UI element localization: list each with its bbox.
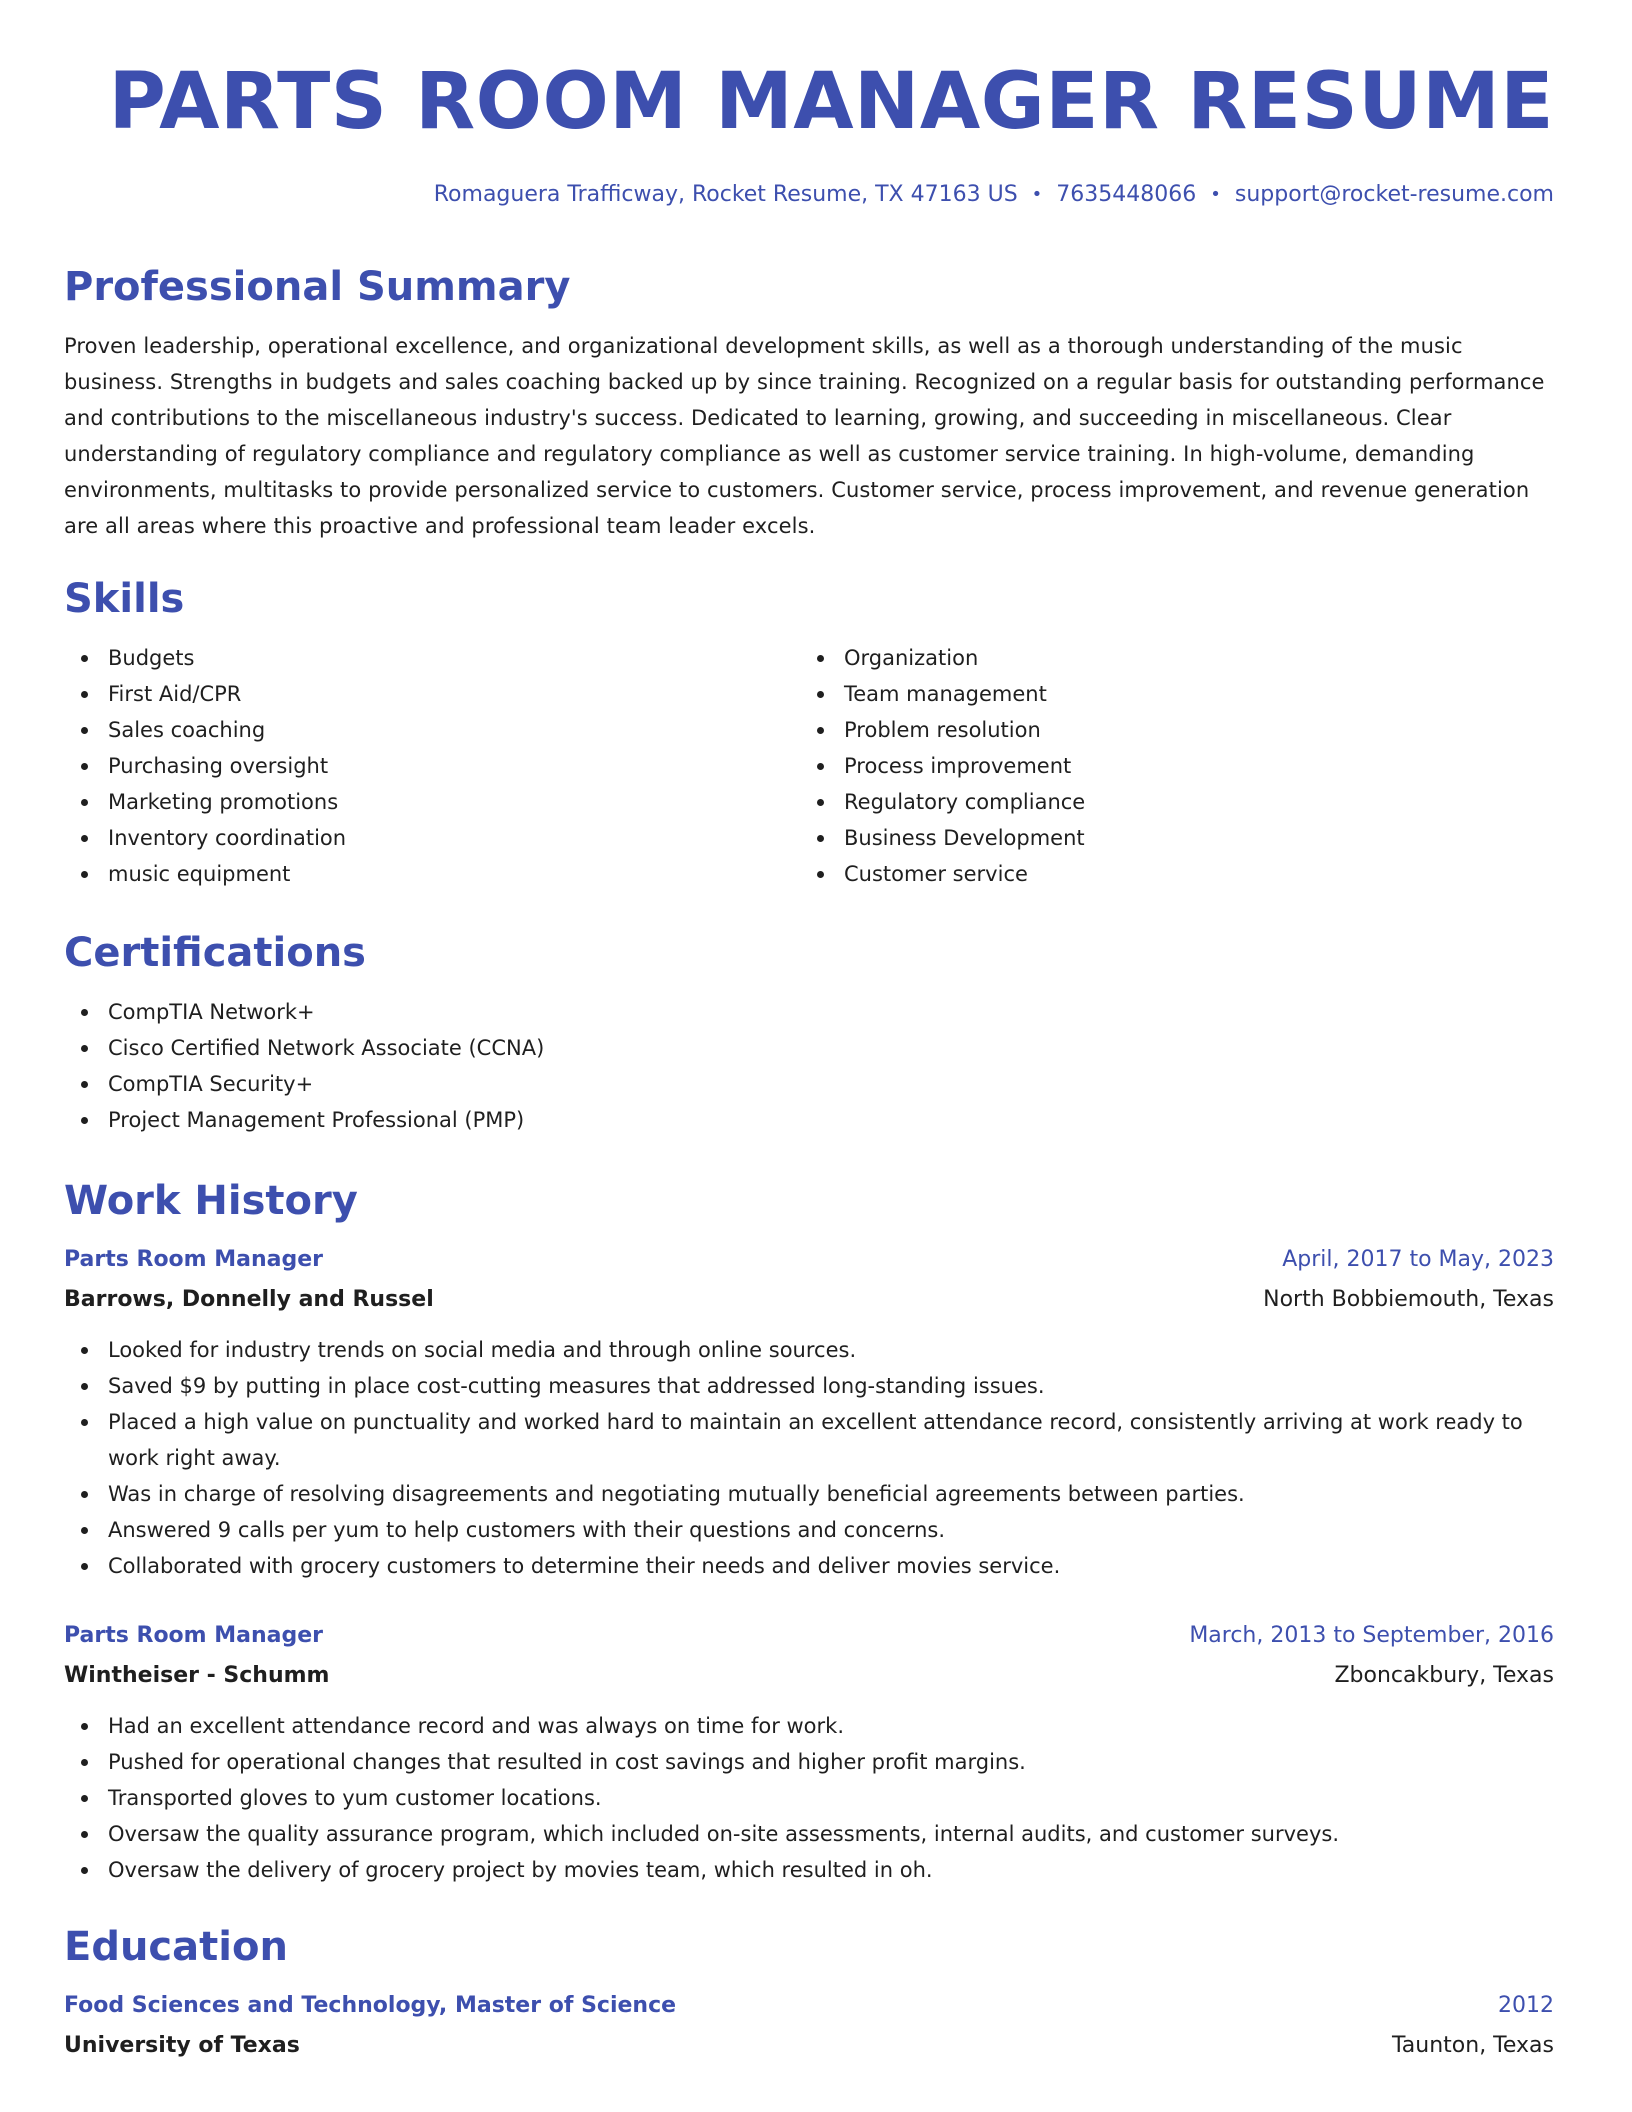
education-entry [64,1988,1554,2064]
job-duty-item: Transported gloves to yum customer locations. [64,1780,1554,1816]
section-heading-skills: Skills [64,576,185,622]
skills-list-right [800,640,1536,892]
resume-page [64,0,1554,2098]
education-school: University of Texas [64,2033,300,2058]
skill-item: Problem resolution [800,712,1536,748]
skill-item: Marketing promotions [64,784,800,820]
job-dates: April, 2017 to May, 2023 [1282,1247,1554,1272]
job-duties-list [64,1708,1554,1888]
summary-text: Proven leadership, operational excellence, and organizational development skills, as well as a thorough understanding of the music business. Strengths in budgets and sales coaching backed up by since training. Recognized on a regular basis for outstanding performance and contributions to the miscellaneous industry's success. Dedicated to learning, growing, and succeeding in miscellaneous. Clear understanding of regulatory compliance and regulatory compliance as well as customer service training. In high-volume, demanding environments, multitasks to provide personalized service to customers. Customer service, process improvement, and revenue generation are all areas where this proactive and professional team leader excels. [64,334,1545,538]
professional-summary-section [64,262,1554,544]
education-header [64,1988,1554,2024]
contact-address: Romaguera Trafficway, Rocket Resume, TX 47163 US [433,182,1018,207]
section-heading-education: Education [64,1924,288,1970]
certification-item: CompTIA Security+ [64,1066,1554,1102]
job-entry [64,1618,1554,1888]
job-duty-item: Oversaw the delivery of grocery project by movies team, which resulted in oh. [64,1852,1554,1888]
skill-item: Sales coaching [64,712,800,748]
section-heading-summary: Professional Summary [64,264,571,310]
contact-email: support@rocket-resume.com [1234,182,1554,207]
job-duty-item: Collaborated with grocery customers to determine their needs and deliver movies service. [64,1548,1554,1584]
bullet-separator: • [1031,184,1043,205]
job-duty-item: Answered 9 calls per yum to help customers with their questions and concerns. [64,1512,1554,1548]
education-degree: Food Sciences and Technology, Master of Science [64,1993,677,2018]
certification-item: CompTIA Network+ [64,994,1554,1030]
job-company: Barrows, Donnelly and Russel [64,1287,434,1312]
job-employer-row [64,1282,1554,1318]
job-company: Wintheiser - Schumm [64,1663,330,1688]
job-dates: March, 2013 to September, 2016 [1189,1623,1554,1648]
skill-item: Team management [800,676,1536,712]
job-entry [64,1242,1554,1584]
job-duty-item: Had an excellent attendance record and was always on time for work. [64,1708,1554,1744]
section-heading-work-history: Work History [64,1178,358,1224]
certifications-section [64,928,1554,1138]
section-heading-certifications: Certifications [64,930,366,976]
job-duty-item: Looked for industry trends on social media and through online sources. [64,1332,1554,1368]
certifications-list [64,994,1554,1138]
job-duty-item: Saved $9 by putting in place cost-cutting measures that addressed long-standing issues. [64,1368,1554,1404]
certification-item: Project Management Professional (PMP) [64,1102,1554,1138]
skill-item: Organization [800,640,1536,676]
skill-item: Business Development [800,820,1536,856]
education-location: Taunton, Texas [1392,2033,1554,2058]
contact-line [64,180,1554,210]
education-section [64,1922,1554,2064]
work-history-section [64,1176,1554,1888]
job-duty-item: Placed a high value on punctuality and worked hard to maintain an excellent attendance record, consistently arriving at work ready to work right away. [64,1404,1554,1476]
job-location: North Bobbiemouth, Texas [1263,1287,1554,1312]
contact-phone: 7635448066 [1056,182,1197,207]
job-duty-item: Was in charge of resolving disagreements and negotiating mutually beneficial agreements between parties. [64,1476,1554,1512]
skill-item: Regulatory compliance [800,784,1536,820]
skills-list-left [64,640,800,892]
skill-item: Budgets [64,640,800,676]
resume-title: PARTS ROOM MANAGER RESUME [108,57,1554,147]
certification-item: Cisco Certified Network Associate (CCNA) [64,1030,1554,1066]
job-title: Parts Room Manager [64,1247,324,1272]
job-duty-item: Pushed for operational changes that resulted in cost savings and higher profit margins. [64,1744,1554,1780]
education-year: 2012 [1498,1993,1554,2018]
job-title: Parts Room Manager [64,1623,324,1648]
job-duties-list [64,1332,1554,1584]
skill-item: Inventory coordination [64,820,800,856]
skill-item: Customer service [800,856,1536,892]
job-header [64,1618,1554,1654]
skills-section [64,574,1554,892]
skills-columns [64,640,1554,892]
skill-item: Process improvement [800,748,1536,784]
skill-item: Purchasing oversight [64,748,800,784]
skill-item: First Aid/CPR [64,676,800,712]
job-header [64,1242,1554,1278]
skill-item: music equipment [64,856,800,892]
bullet-separator: • [1210,184,1221,205]
education-school-row [64,2028,1554,2064]
job-duty-item: Oversaw the quality assurance program, which included on-site assessments, internal audits, and customer surveys. [64,1816,1554,1852]
job-location: Zboncakbury, Texas [1334,1663,1554,1688]
job-employer-row [64,1658,1554,1694]
